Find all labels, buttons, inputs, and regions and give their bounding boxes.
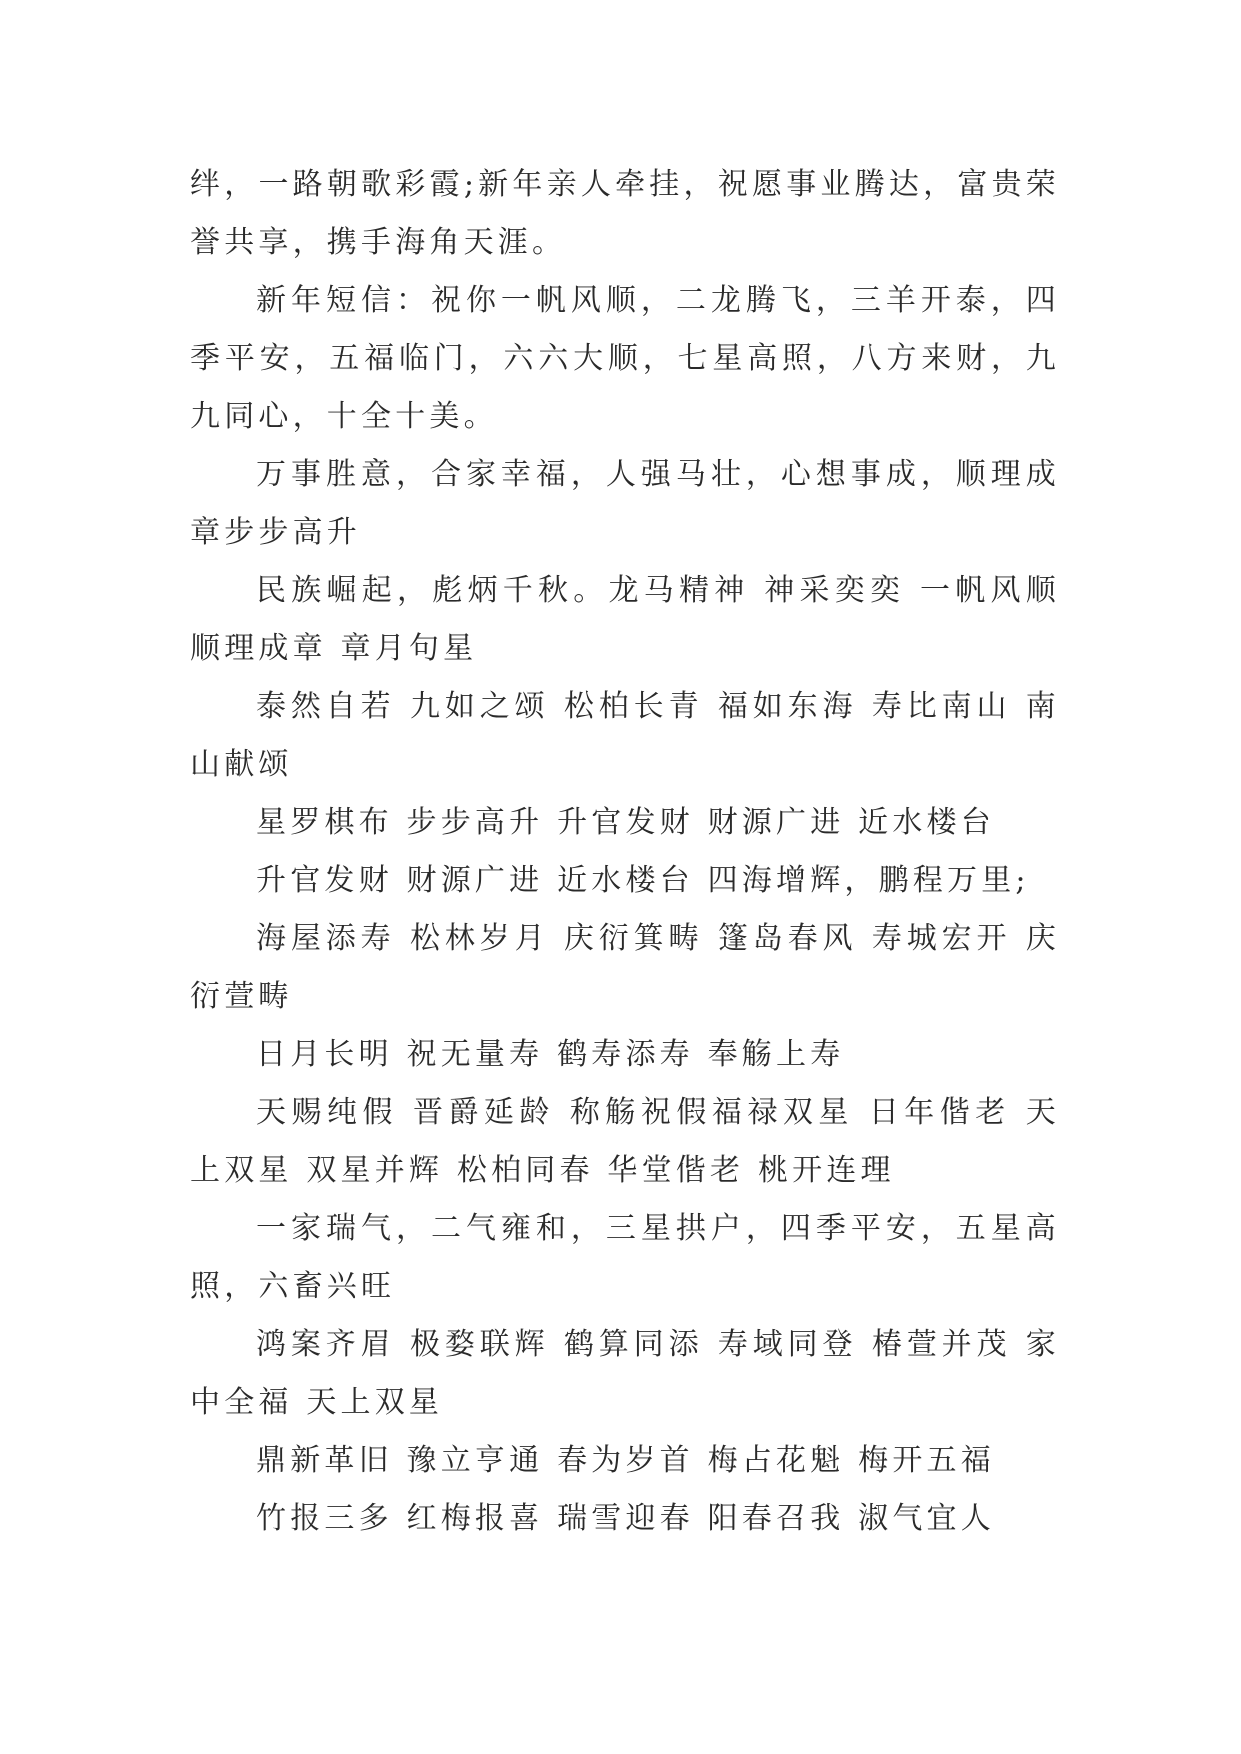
document-body	[190, 156, 1060, 1548]
paragraph: 日月长明 祝无量寿 鹤寿添寿 奉觞上寿	[256, 1037, 845, 1072]
paragraph: 泰然自若 九如之颂 松柏长青 福如东海 寿比南山 南山献颂	[190, 689, 1060, 782]
paragraph: 万事胜意，合家幸福，人强马壮，心想事成，顺理成章步步高升	[190, 457, 1060, 550]
paragraph: 星罗棋布 步步高升 升官发财 财源广进 近水楼台	[256, 805, 995, 840]
paragraph-continuation: 绊，一路朝歌彩霞;新年亲人牵挂，祝愿事业腾达，富贵荣誉共享，携手海角天涯。	[190, 167, 1060, 260]
paragraph: 升官发财 财源广进 近水楼台 四海增辉，鹏程万里;	[256, 863, 1030, 898]
paragraph: 新年短信：祝你一帆风顺，二龙腾飞，三羊开泰，四季平安，五福临门，六六大顺，七星高照，八方来财，九九同心，十全十美。	[190, 283, 1060, 434]
paragraph: 一家瑞气，二气雍和，三星拱户，四季平安，五星高照，六畜兴旺	[190, 1211, 1060, 1304]
paragraph: 鸿案齐眉 极婺联辉 鹤算同添 寿域同登 椿萱并茂 家中全福 天上双星	[190, 1327, 1060, 1420]
paragraph: 民族崛起，彪炳千秋。龙马精神 神采奕奕 一帆风顺顺理成章 章月句星	[190, 573, 1060, 666]
paragraph: 鼎新革旧 豫立亨通 春为岁首 梅占花魁 梅开五福	[256, 1443, 995, 1478]
paragraph: 天赐纯假 晋爵延龄 称觞祝假福禄双星 日年偕老 天上双星 双星并辉 松柏同春 华堂偕老 桃开连理	[190, 1095, 1060, 1188]
paragraph: 竹报三多 红梅报喜 瑞雪迎春 阳春召我 淑气宜人	[256, 1501, 995, 1536]
paragraph: 海屋添寿 松林岁月 庆衍箕畴 篷岛春风 寿城宏开 庆衍萱畴	[190, 921, 1060, 1014]
